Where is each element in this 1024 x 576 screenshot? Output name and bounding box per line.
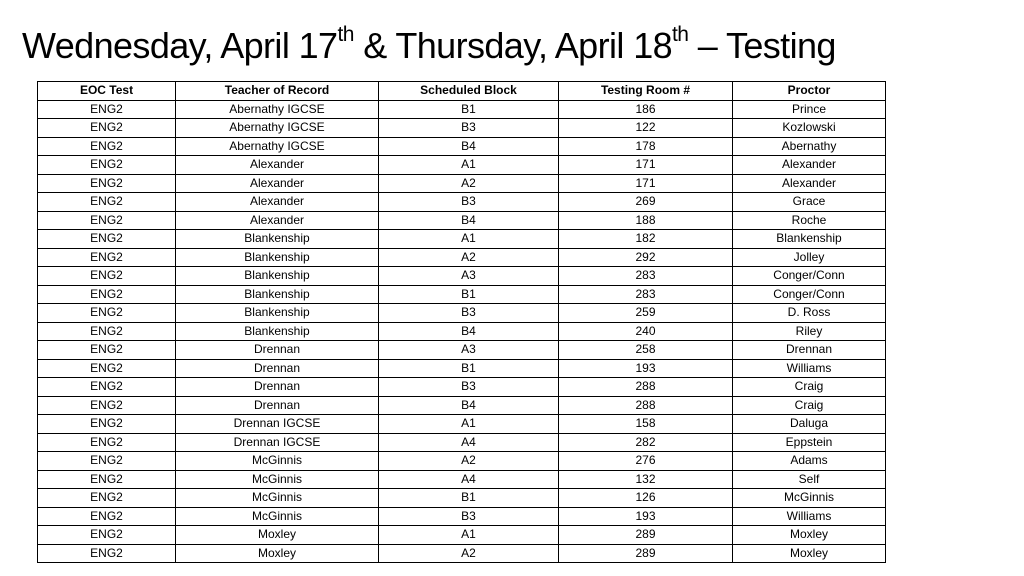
cell-proctor: Abernathy: [733, 137, 886, 156]
slide-title: [22, 22, 836, 70]
cell-block: B1: [379, 359, 559, 378]
cell-block: B1: [379, 489, 559, 508]
cell-block: A2: [379, 544, 559, 563]
table-row: [38, 100, 886, 119]
cell-eoc-test: ENG2: [38, 341, 176, 360]
cell-room: 259: [559, 304, 733, 323]
cell-eoc-test: ENG2: [38, 433, 176, 452]
title-part-testing: – Testing: [688, 25, 836, 66]
cell-block: B3: [379, 193, 559, 212]
cell-room: 289: [559, 526, 733, 545]
cell-block: A2: [379, 452, 559, 471]
cell-block: A4: [379, 470, 559, 489]
cell-proctor: Drennan: [733, 341, 886, 360]
cell-eoc-test: ENG2: [38, 137, 176, 156]
cell-teacher: Drennan: [176, 378, 379, 397]
cell-teacher: Alexander: [176, 193, 379, 212]
cell-proctor: McGinnis: [733, 489, 886, 508]
cell-room: 193: [559, 359, 733, 378]
cell-eoc-test: ENG2: [38, 415, 176, 434]
cell-room: 171: [559, 156, 733, 175]
cell-room: 178: [559, 137, 733, 156]
testing-schedule-table: [37, 81, 886, 563]
cell-teacher: Alexander: [176, 211, 379, 230]
cell-room: 182: [559, 230, 733, 249]
cell-teacher: Alexander: [176, 174, 379, 193]
cell-room: 193: [559, 507, 733, 526]
cell-block: B3: [379, 507, 559, 526]
cell-eoc-test: ENG2: [38, 378, 176, 397]
cell-eoc-test: ENG2: [38, 304, 176, 323]
cell-room: 171: [559, 174, 733, 193]
cell-proctor: Prince: [733, 100, 886, 119]
cell-eoc-test: ENG2: [38, 526, 176, 545]
cell-eoc-test: ENG2: [38, 174, 176, 193]
cell-block: A2: [379, 174, 559, 193]
cell-proctor: Roche: [733, 211, 886, 230]
cell-room: 240: [559, 322, 733, 341]
table-row: [38, 452, 886, 471]
cell-room: 282: [559, 433, 733, 452]
cell-teacher: Drennan: [176, 359, 379, 378]
cell-teacher: Abernathy IGCSE: [176, 137, 379, 156]
cell-teacher: Blankenship: [176, 230, 379, 249]
table-row: [38, 489, 886, 508]
cell-proctor: Moxley: [733, 526, 886, 545]
cell-proctor: Blankenship: [733, 230, 886, 249]
cell-eoc-test: ENG2: [38, 507, 176, 526]
table-row: [38, 433, 886, 452]
cell-eoc-test: ENG2: [38, 267, 176, 286]
cell-block: B4: [379, 137, 559, 156]
cell-proctor: Moxley: [733, 544, 886, 563]
cell-eoc-test: ENG2: [38, 193, 176, 212]
cell-teacher: McGinnis: [176, 452, 379, 471]
cell-block: B4: [379, 322, 559, 341]
cell-block: B1: [379, 285, 559, 304]
table-row: [38, 156, 886, 175]
cell-eoc-test: ENG2: [38, 156, 176, 175]
title-ordinal-suffix-17: th: [337, 23, 354, 46]
cell-room: 283: [559, 267, 733, 286]
cell-proctor: Williams: [733, 359, 886, 378]
header-proctor: Proctor: [733, 82, 886, 101]
table-row: [38, 544, 886, 563]
cell-block: A2: [379, 248, 559, 267]
cell-proctor: Daluga: [733, 415, 886, 434]
cell-eoc-test: ENG2: [38, 230, 176, 249]
cell-proctor: Craig: [733, 378, 886, 397]
table-row: [38, 137, 886, 156]
cell-proctor: Eppstein: [733, 433, 886, 452]
cell-room: 288: [559, 378, 733, 397]
header-row: [38, 82, 886, 101]
cell-teacher: Abernathy IGCSE: [176, 119, 379, 138]
table-row: [38, 378, 886, 397]
cell-proctor: Craig: [733, 396, 886, 415]
cell-room: 122: [559, 119, 733, 138]
cell-eoc-test: ENG2: [38, 285, 176, 304]
cell-proctor: Conger/Conn: [733, 267, 886, 286]
header-teacher-of-record: Teacher of Record: [176, 82, 379, 101]
table-row: [38, 526, 886, 545]
cell-teacher: McGinnis: [176, 470, 379, 489]
cell-eoc-test: ENG2: [38, 489, 176, 508]
table-row: [38, 470, 886, 489]
cell-eoc-test: ENG2: [38, 544, 176, 563]
table-row: [38, 230, 886, 249]
cell-proctor: Adams: [733, 452, 886, 471]
cell-teacher: Blankenship: [176, 304, 379, 323]
cell-block: A4: [379, 433, 559, 452]
cell-eoc-test: ENG2: [38, 359, 176, 378]
table-row: [38, 396, 886, 415]
cell-teacher: Abernathy IGCSE: [176, 100, 379, 119]
table-row: [38, 359, 886, 378]
cell-room: 276: [559, 452, 733, 471]
cell-block: A1: [379, 415, 559, 434]
cell-block: A3: [379, 267, 559, 286]
table-row: [38, 174, 886, 193]
cell-room: 292: [559, 248, 733, 267]
table-row: [38, 211, 886, 230]
cell-proctor: Alexander: [733, 174, 886, 193]
table-row: [38, 322, 886, 341]
cell-teacher: Drennan IGCSE: [176, 415, 379, 434]
cell-teacher: Drennan: [176, 341, 379, 360]
cell-proctor: Alexander: [733, 156, 886, 175]
cell-teacher: Drennan IGCSE: [176, 433, 379, 452]
cell-eoc-test: ENG2: [38, 452, 176, 471]
table-row: [38, 248, 886, 267]
cell-eoc-test: ENG2: [38, 100, 176, 119]
title-part-thursday: & Thursday, April 18: [353, 25, 673, 66]
cell-eoc-test: ENG2: [38, 119, 176, 138]
cell-teacher: Moxley: [176, 526, 379, 545]
cell-teacher: Alexander: [176, 156, 379, 175]
cell-eoc-test: ENG2: [38, 396, 176, 415]
cell-proctor: D. Ross: [733, 304, 886, 323]
cell-proctor: Williams: [733, 507, 886, 526]
table-row: [38, 285, 886, 304]
cell-room: 289: [559, 544, 733, 563]
table-body: [38, 100, 886, 563]
cell-proctor: Jolley: [733, 248, 886, 267]
cell-block: B4: [379, 396, 559, 415]
cell-eoc-test: ENG2: [38, 322, 176, 341]
cell-room: 186: [559, 100, 733, 119]
table-row: [38, 415, 886, 434]
cell-teacher: Moxley: [176, 544, 379, 563]
cell-room: 126: [559, 489, 733, 508]
cell-teacher: Drennan: [176, 396, 379, 415]
cell-block: A1: [379, 156, 559, 175]
cell-eoc-test: ENG2: [38, 211, 176, 230]
title-part-wednesday: Wednesday, April 17: [22, 25, 338, 66]
cell-block: A1: [379, 526, 559, 545]
title-ordinal-suffix-18: th: [672, 23, 689, 46]
cell-proctor: Grace: [733, 193, 886, 212]
cell-block: B1: [379, 100, 559, 119]
cell-room: 258: [559, 341, 733, 360]
cell-teacher: Blankenship: [176, 285, 379, 304]
cell-teacher: Blankenship: [176, 248, 379, 267]
cell-block: B3: [379, 378, 559, 397]
cell-proctor: Riley: [733, 322, 886, 341]
cell-room: 288: [559, 396, 733, 415]
table-row: [38, 507, 886, 526]
table-row: [38, 304, 886, 323]
cell-proctor: Self: [733, 470, 886, 489]
cell-teacher: McGinnis: [176, 507, 379, 526]
cell-teacher: McGinnis: [176, 489, 379, 508]
cell-block: A3: [379, 341, 559, 360]
cell-eoc-test: ENG2: [38, 248, 176, 267]
table-row: [38, 341, 886, 360]
header-scheduled-block: Scheduled Block: [379, 82, 559, 101]
cell-eoc-test: ENG2: [38, 470, 176, 489]
header-testing-room: Testing Room #: [559, 82, 733, 101]
cell-proctor: Conger/Conn: [733, 285, 886, 304]
table-header: [38, 82, 886, 101]
cell-room: 283: [559, 285, 733, 304]
cell-block: B3: [379, 304, 559, 323]
table-row: [38, 267, 886, 286]
cell-block: B4: [379, 211, 559, 230]
cell-room: 188: [559, 211, 733, 230]
table-row: [38, 119, 886, 138]
cell-room: 158: [559, 415, 733, 434]
cell-block: B3: [379, 119, 559, 138]
cell-room: 269: [559, 193, 733, 212]
cell-block: A1: [379, 230, 559, 249]
cell-teacher: Blankenship: [176, 322, 379, 341]
table-row: [38, 193, 886, 212]
header-eoc-test: EOC Test: [38, 82, 176, 101]
cell-proctor: Kozlowski: [733, 119, 886, 138]
cell-teacher: Blankenship: [176, 267, 379, 286]
cell-room: 132: [559, 470, 733, 489]
